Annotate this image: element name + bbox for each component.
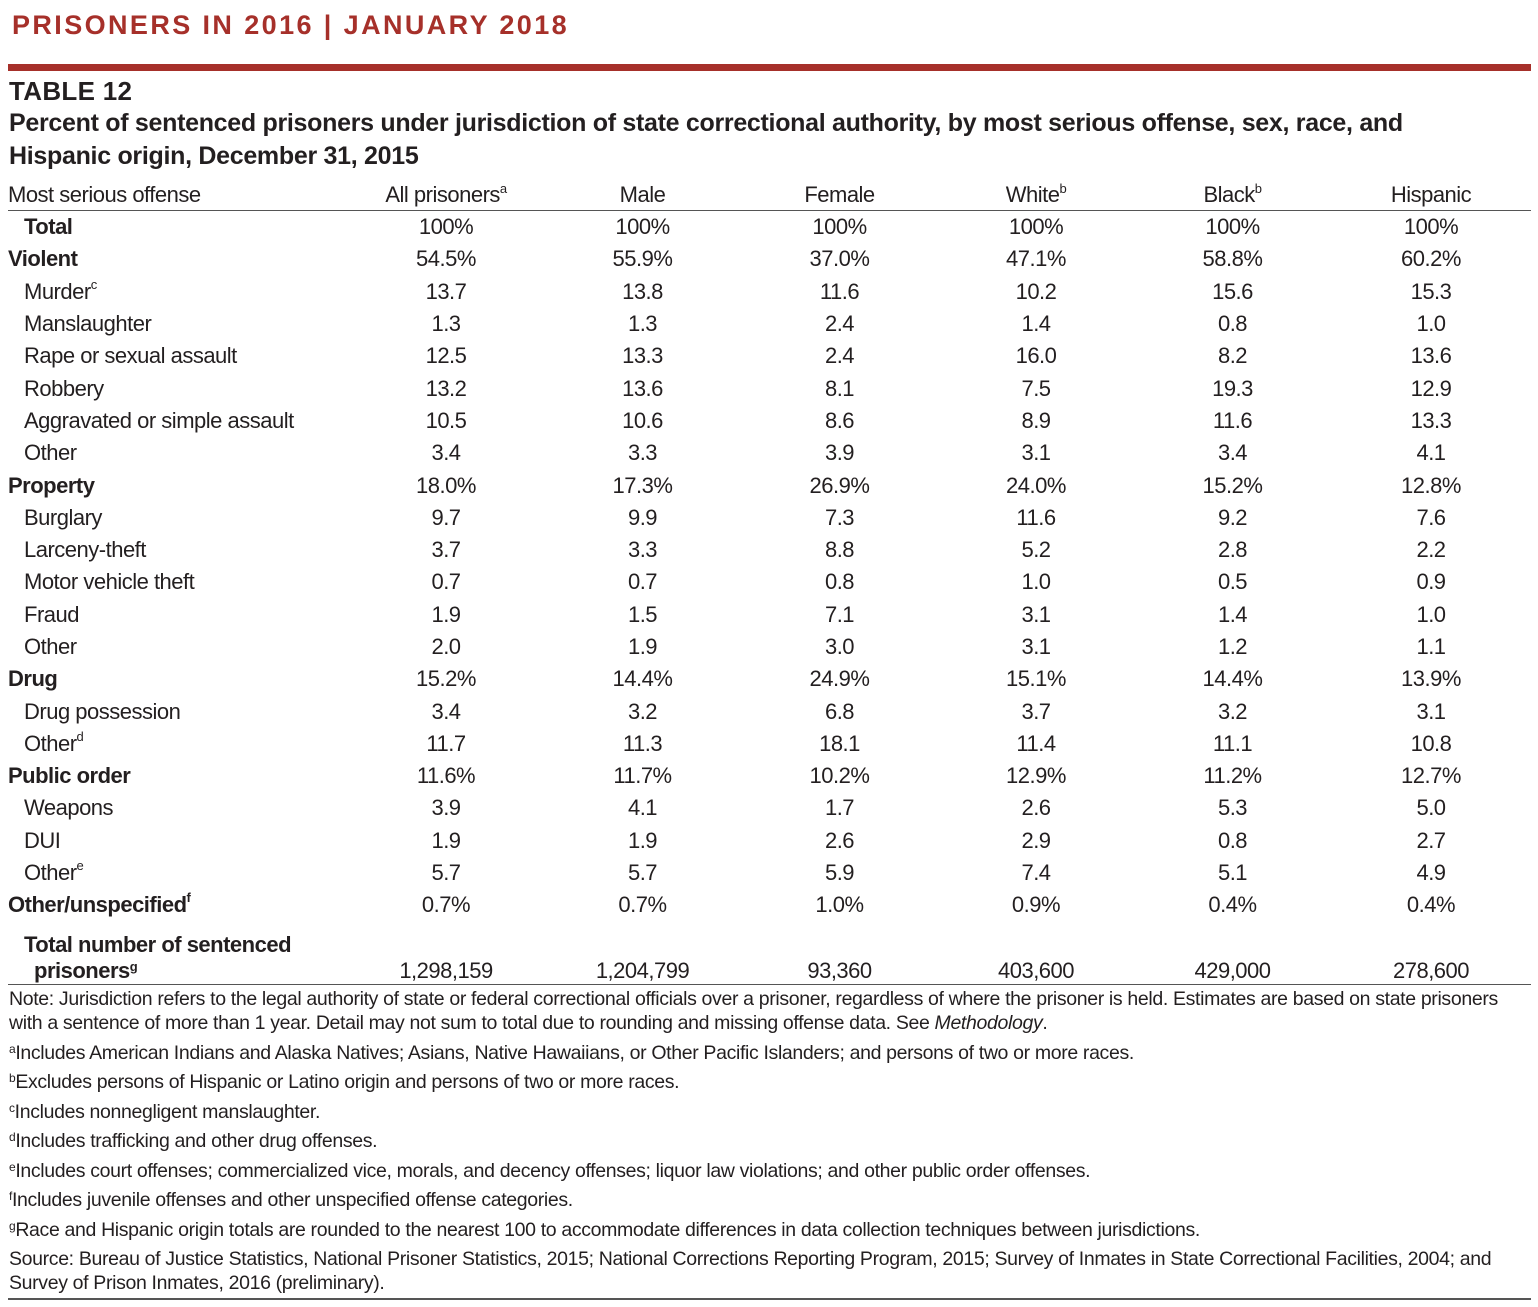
table-cell: 13.8 <box>622 278 663 304</box>
table-cell: 11.6 <box>819 278 860 304</box>
source-note: Source: Bureau of Justice Statistics, National Prisoner Statistics, 2015; National Corrections Reporting Program, 2015; Survey of Inmates in State Correctional Facilities, 2004; and Survey of Prison Inmates, 2016 (preliminary). <box>9 1248 1492 1294</box>
table-row <box>8 631 1531 663</box>
table-cell: 1.4 <box>1021 311 1051 337</box>
footnote: $^f$Includes juvenile offenses and other unspecified offense categories. <box>9 1189 573 1211</box>
table-cell: 0.5 <box>1217 569 1248 595</box>
table-row <box>8 566 1531 598</box>
table-cell: 0.8 <box>1217 311 1248 337</box>
row-label: Other/unspecified$^f$ <box>8 890 191 918</box>
table-cell: 100% <box>418 214 474 240</box>
table-cell: 93,360 <box>741 922 938 985</box>
data-table-container <box>8 180 1531 985</box>
table-cell: 0.4% <box>1208 892 1257 918</box>
table-row <box>8 502 1531 534</box>
table-cell: 11.2% <box>1203 763 1262 789</box>
row-label: DUI <box>24 827 61 853</box>
table-cell: 7.3 <box>824 504 855 530</box>
row-label: Larceny-theft <box>24 537 146 563</box>
table-cell: 1,204,799 <box>544 922 741 985</box>
table-row <box>8 760 1531 792</box>
table-cell: 11.6 <box>1016 504 1056 530</box>
row-label: Other$^d$ <box>24 728 84 756</box>
table-cell: 4.1 <box>1416 440 1446 466</box>
table-cell: 5.0 <box>1416 795 1446 821</box>
column-header: Most serious offense <box>8 180 348 211</box>
table-cell: 1.0 <box>1416 601 1446 627</box>
table-cell: 0.7 <box>627 569 658 595</box>
row-label: Drug <box>8 666 58 692</box>
table-cell: 2.6 <box>1021 795 1051 821</box>
table-cell: 16.0 <box>1015 343 1057 369</box>
column-header: Female <box>741 180 938 211</box>
table-row <box>8 792 1531 824</box>
table-cell: 5.7 <box>627 860 658 886</box>
table-cell: 1.0 <box>1021 569 1051 595</box>
table-cell: 3.2 <box>1217 698 1248 724</box>
table-cell: 14.4% <box>1202 666 1263 692</box>
table-cell: 54.5% <box>416 246 476 272</box>
table-cell: 2.6 <box>824 827 855 853</box>
table-cell: 9.9 <box>627 504 658 530</box>
table-cell: 24.9% <box>809 666 870 692</box>
table-cell: 8.9 <box>1021 407 1051 433</box>
footnote-mark: a <box>9 1041 16 1056</box>
table-cell: 100% <box>1205 214 1260 240</box>
footnote-mark: c <box>90 276 97 292</box>
table-cell: 0.7 <box>431 569 461 595</box>
table-row <box>8 857 1531 889</box>
row-label: Rape or sexual assault <box>24 343 237 369</box>
table-cell: 1.2 <box>1217 634 1248 659</box>
table-cell: 2.2 <box>1416 537 1446 563</box>
table-cell: 13.7 <box>425 278 467 304</box>
footnote: $^g$Race and Hispanic origin totals are rounded to the nearest 100 to accommodate differences in data collection techniques between jurisdictions. <box>9 1218 1200 1241</box>
row-label: Other <box>24 634 77 659</box>
table-cell: 0.8 <box>1217 827 1248 853</box>
footnote-mark: d <box>9 1130 16 1144</box>
table-cell: 13.3 <box>1410 407 1452 433</box>
table-row <box>8 308 1531 340</box>
footnote-mark: a <box>499 181 507 196</box>
table-cell: 5.3 <box>1217 795 1248 821</box>
table-body <box>8 211 1531 985</box>
table-cell: 3.1 <box>1021 601 1051 627</box>
table-row <box>8 695 1531 727</box>
footnote: $^e$Includes court offenses; commercialized vice, morals, and decency offenses; liquor law violations; and other public order offenses. <box>9 1159 1091 1182</box>
footnote: $^c$Includes nonnegligent manslaughter. <box>9 1100 321 1123</box>
table-cell: 12.9 <box>1410 375 1452 401</box>
footnote-mark: b <box>9 1071 16 1085</box>
table-cell: 1.0 <box>1416 311 1446 337</box>
table-cell: 3.1 <box>1416 698 1446 724</box>
table-row <box>8 469 1531 501</box>
running-header: PRISONERS IN 2016 | JANUARY 2018 <box>12 10 570 40</box>
table-row <box>8 405 1531 437</box>
table-cell: 1.3 <box>627 311 658 337</box>
table-row <box>8 663 1531 695</box>
table-cell: 3.0 <box>824 634 855 659</box>
table-cell: 3.3 <box>627 537 658 563</box>
column-header: Black$^b$ <box>1134 180 1331 211</box>
row-label: Aggravated or simple assault <box>24 407 294 433</box>
table-cell: 12.5 <box>425 343 467 369</box>
table-cell: 403,600 <box>938 922 1134 985</box>
table-cell: 10.2 <box>1015 278 1057 304</box>
row-label: Burglary <box>24 504 102 530</box>
row-label: Total number of sentenced prisoners$^g$ <box>8 922 348 985</box>
table-cell: 13.9% <box>1401 666 1461 692</box>
footnote-mark: f <box>9 1189 12 1203</box>
table-cell: 15.6 <box>1212 278 1253 304</box>
table-cell: 2.0 <box>431 634 461 659</box>
table-cell: 1.4 <box>1217 601 1248 627</box>
table-cell: 9.7 <box>431 504 461 530</box>
table-cell: 6.8 <box>824 698 855 724</box>
row-label: Property <box>8 472 95 498</box>
footnote-mark: d <box>76 728 84 744</box>
footnote-mark: g <box>9 1218 16 1233</box>
table-cell: 11.4 <box>1016 730 1056 756</box>
footnote: $^d$Includes trafficking and other drug offenses. <box>9 1130 378 1152</box>
column-header: Male <box>544 180 741 211</box>
table-cell: 15.3 <box>1410 278 1452 304</box>
table-cell: 12.8% <box>1401 472 1461 498</box>
table-cell: 7.4 <box>1021 860 1051 886</box>
note-paragraph: Note: Jurisdiction refers to the legal authority of state or federal correctional officials over a prisoner, regardless of where the prisoner is held. Estimates are based on state prisoners with a sentence of more than 1 year. Detail may not sum to total due to rounding and missing offense data. See Methodology. <box>9 988 1498 1034</box>
header-rule <box>8 64 1531 71</box>
table-cell: 13.6 <box>622 375 663 401</box>
table-cell: 1,298,159 <box>348 922 544 985</box>
table-cell: 8.2 <box>1217 343 1248 369</box>
table-cell: 37.0% <box>809 246 870 272</box>
table-cell: 15.1% <box>1006 666 1066 692</box>
table-cell: 100% <box>1403 214 1459 240</box>
table-cell: 13.3 <box>622 343 663 369</box>
table-cell: 1.9 <box>627 634 658 659</box>
table-label: TABLE 12 <box>9 76 133 106</box>
table-cell: 278,600 <box>1331 922 1531 985</box>
table-cell: 1.1 <box>1416 634 1446 659</box>
table-cell: 19.3 <box>1212 375 1253 401</box>
table-cell: 10.6 <box>622 407 663 433</box>
table-cell: 15.2% <box>1202 472 1263 498</box>
table-row <box>8 599 1531 631</box>
footnote-mark: e <box>76 858 84 874</box>
row-label: Fraud <box>24 601 79 627</box>
table-cell: 3.4 <box>1217 440 1248 466</box>
table-cell: 5.9 <box>824 860 855 886</box>
table-cell: 0.9% <box>1011 892 1061 918</box>
table-cell: 11.7% <box>613 763 672 789</box>
table-cell: 1.5 <box>627 601 658 627</box>
table-cell: 3.4 <box>431 440 461 466</box>
table-cell: 10.5 <box>425 407 467 433</box>
table-cell: 3.1 <box>1021 634 1051 659</box>
table-header-row <box>8 180 1531 211</box>
table-cell: 13.6 <box>1410 343 1452 369</box>
table-cell: 60.2% <box>1401 246 1461 272</box>
footnote-mark: b <box>1254 181 1262 196</box>
table-cell: 5.2 <box>1021 537 1051 563</box>
table-cell: 1.7 <box>824 795 855 821</box>
table-row <box>8 340 1531 372</box>
table-cell: 58.8% <box>1202 246 1263 272</box>
data-table <box>8 180 1531 985</box>
table-cell: 0.9 <box>1416 569 1446 595</box>
table-cell: 100% <box>1008 214 1064 240</box>
table-cell: 7.6 <box>1416 504 1446 530</box>
table-cell: 3.2 <box>627 698 658 724</box>
table-cell: 2.8 <box>1217 537 1248 563</box>
footnote: $^b$Excludes persons of Hispanic or Latino origin and persons of two or more races. <box>9 1071 680 1093</box>
table-cell: 1.9 <box>431 601 461 627</box>
table-cell: 11.1 <box>1212 730 1253 756</box>
table-cell: 3.7 <box>431 537 461 563</box>
table-row <box>8 825 1531 857</box>
bottom-rule <box>8 1298 1531 1300</box>
table-cell: 14.4% <box>612 666 673 692</box>
row-label: Other <box>24 440 77 466</box>
table-cell: 11.7 <box>426 730 466 756</box>
table-cell: 0.8 <box>824 569 855 595</box>
row-label: Violent <box>8 246 78 272</box>
table-cell: 5.7 <box>431 860 461 886</box>
table-cell: 11.6% <box>416 763 476 789</box>
table-cell: 7.5 <box>1021 375 1051 401</box>
table-cell: 8.6 <box>824 407 855 433</box>
row-label: Other$^e$ <box>24 858 84 886</box>
table-cell: 4.1 <box>627 795 658 821</box>
table-row <box>8 372 1531 404</box>
table-cell: 13.2 <box>425 375 467 401</box>
footnote-mark: g <box>129 958 138 974</box>
table-cell: 17.3% <box>612 472 673 498</box>
table-row <box>8 534 1531 566</box>
table-cell: 3.1 <box>1021 440 1051 466</box>
table-cell: 1.0% <box>815 892 864 918</box>
footnote-mark: c <box>9 1100 15 1115</box>
footnote-mark: e <box>9 1159 16 1174</box>
table-cell: 2.4 <box>824 343 855 369</box>
total-count-row <box>8 922 1531 985</box>
table-cell: 5.1 <box>1217 860 1248 886</box>
table-cell: 9.2 <box>1217 504 1248 530</box>
table-cell: 8.1 <box>824 375 855 401</box>
table-cell: 24.0% <box>1006 472 1066 498</box>
table-cell: 100% <box>812 214 867 240</box>
table-cell: 3.9 <box>824 440 855 466</box>
table-cell: 0.7% <box>618 892 667 918</box>
footnotes-list <box>9 1041 1524 1242</box>
table-cell: 55.9% <box>612 246 673 272</box>
table-row <box>8 243 1531 275</box>
table-row <box>8 437 1531 469</box>
table-cell: 18.0% <box>416 472 476 498</box>
table-cell: 47.1% <box>1006 246 1066 272</box>
table-cell: 0.7% <box>421 892 471 918</box>
table-row <box>8 211 1531 244</box>
table-cell: 11.6 <box>1212 407 1253 433</box>
column-header: All prisoners$^a$ <box>348 180 544 211</box>
table-cell: 1.3 <box>431 311 461 337</box>
table-row <box>8 276 1531 308</box>
table-cell: 10.2% <box>809 763 870 789</box>
table-notes <box>9 987 1524 1295</box>
methodology-reference: Methodology <box>934 1012 1043 1034</box>
row-label: Motor vehicle theft <box>24 569 195 595</box>
row-label: Manslaughter <box>24 311 152 337</box>
row-label: Total <box>24 214 73 240</box>
table-row <box>8 728 1531 760</box>
column-header: Hispanic <box>1331 180 1531 211</box>
table-cell: 3.4 <box>431 698 461 724</box>
table-cell: 3.7 <box>1021 698 1051 724</box>
table-cell: 2.9 <box>1021 827 1051 853</box>
table-cell: 10.8 <box>1410 730 1452 756</box>
row-label: Public order <box>8 763 131 789</box>
table-cell: 7.1 <box>824 601 855 627</box>
row-label: Robbery <box>24 375 104 401</box>
footnote: $^a$Includes American Indians and Alaska Natives; Asians, Native Hawaiians, or Other Pacific Islanders; and persons of two or more races. <box>9 1041 1134 1064</box>
table-cell: 100% <box>615 214 670 240</box>
table-cell: 1.9 <box>627 827 658 853</box>
table-cell: 429,000 <box>1134 922 1331 985</box>
table-cell: 3.9 <box>431 795 461 821</box>
row-label: Drug possession <box>24 698 181 724</box>
table-row <box>8 889 1531 921</box>
footnote-mark: f <box>186 890 191 906</box>
table-cell: 1.9 <box>431 827 461 853</box>
row-label: Murder$^c$ <box>24 276 97 304</box>
table-cell: 18.1 <box>819 730 860 756</box>
table-cell: 0.4% <box>1406 892 1456 918</box>
table-title: Percent of sentenced prisoners under jurisdiction of state correctional authority, by most serious offense, sex, race, and Hispanic origin, December 31, 2015 <box>9 109 1403 170</box>
table-cell: 4.9 <box>1416 860 1446 886</box>
table-cell: 11.3 <box>622 730 663 756</box>
footnote-mark: b <box>1059 181 1067 196</box>
table-cell: 12.7% <box>1401 763 1461 789</box>
column-header: White$^b$ <box>938 180 1134 211</box>
table-cell: 3.3 <box>627 440 658 466</box>
table-cell: 2.4 <box>824 311 855 337</box>
table-cell: 8.8 <box>824 537 855 563</box>
table-cell: 26.9% <box>809 472 870 498</box>
table-cell: 15.2% <box>416 666 476 692</box>
table-cell: 12.9% <box>1006 763 1066 789</box>
row-label: Weapons <box>24 795 114 821</box>
table-cell: 2.7 <box>1416 827 1446 853</box>
